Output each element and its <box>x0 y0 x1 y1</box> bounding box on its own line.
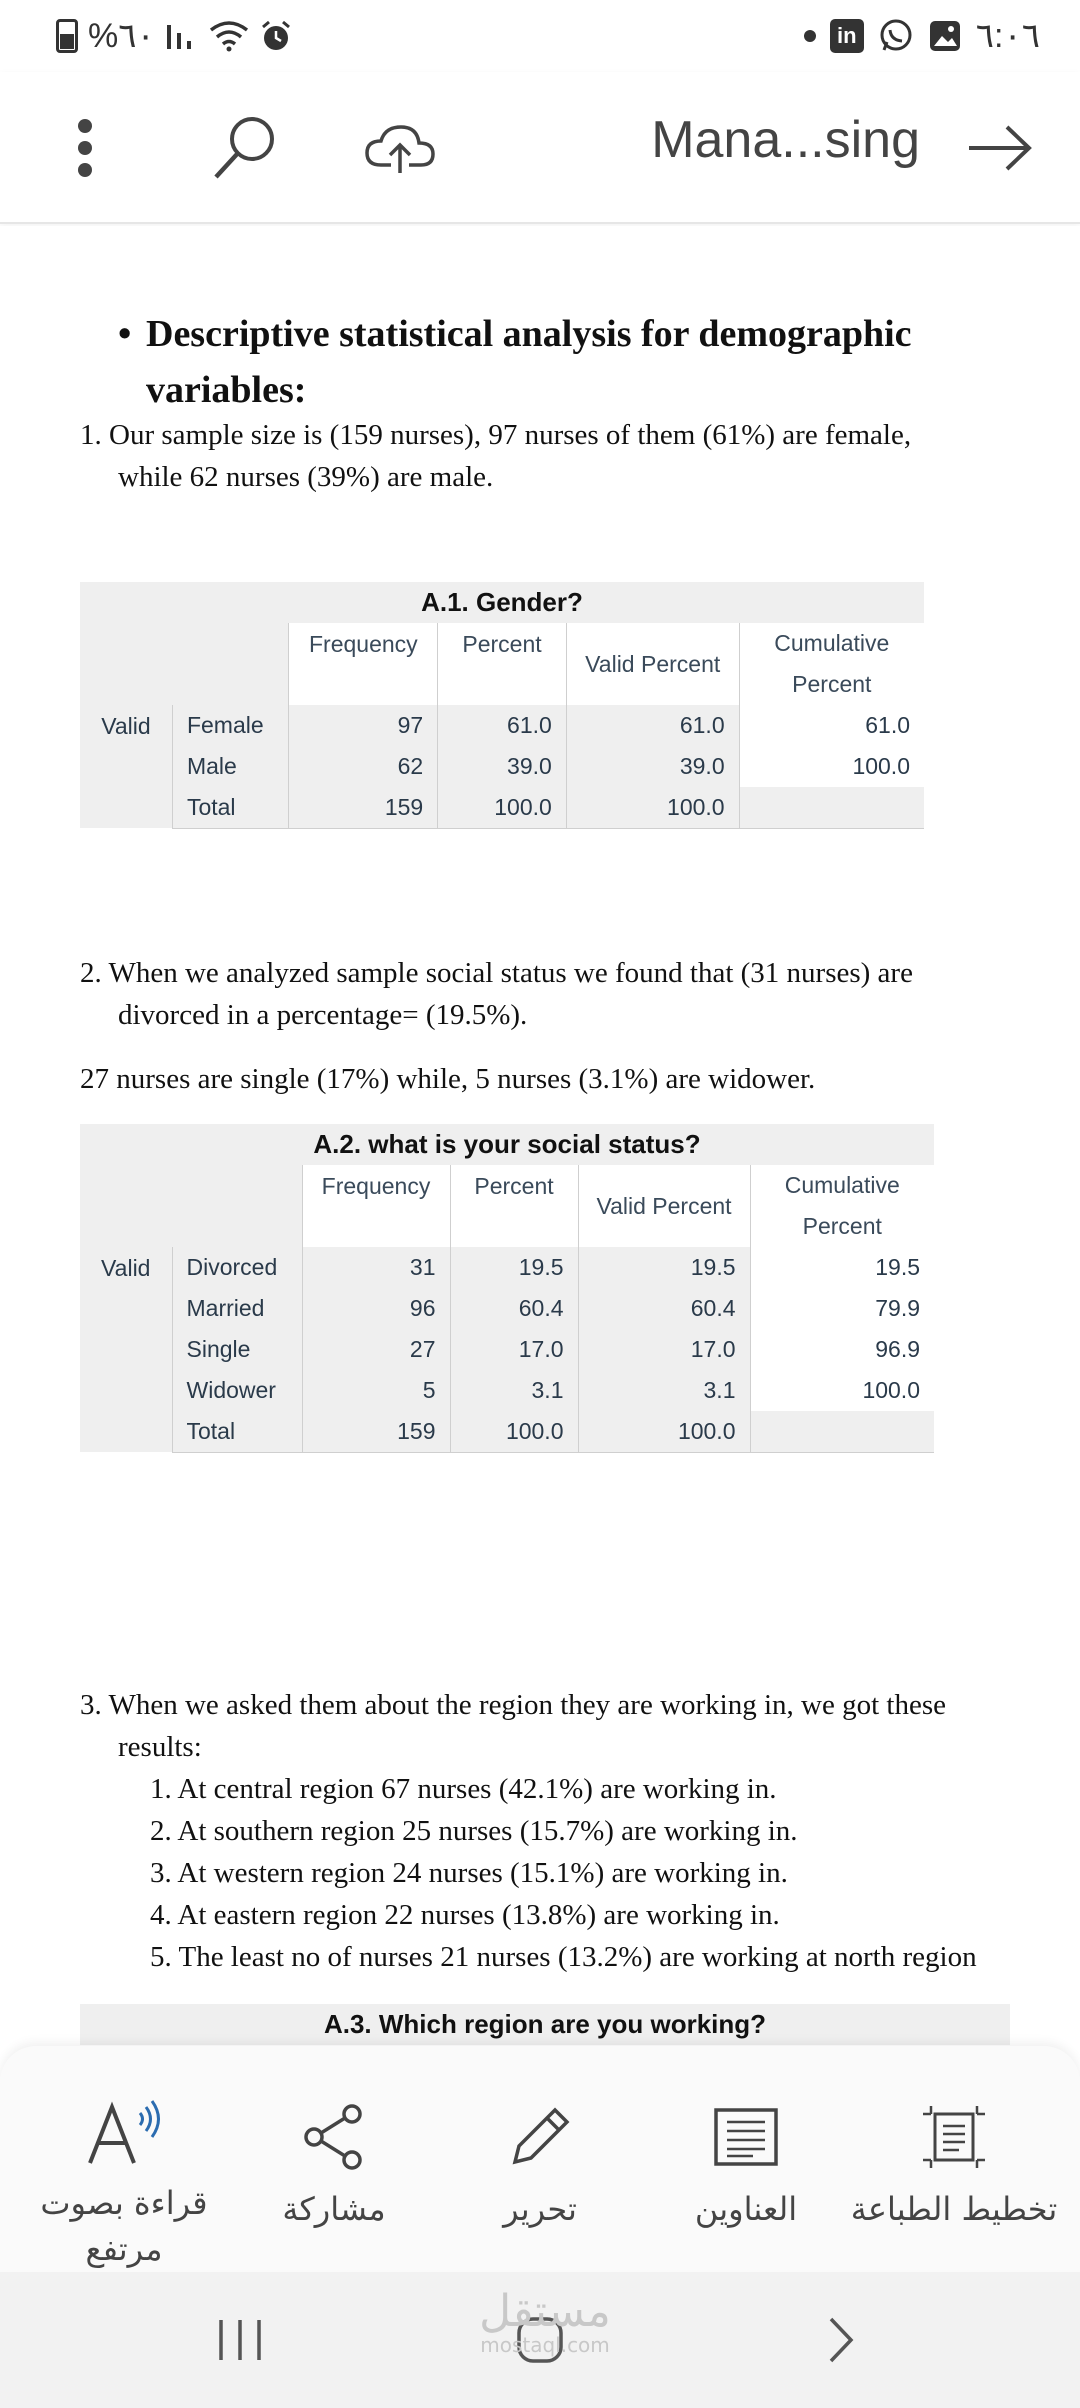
cell: 5 <box>302 1370 450 1411</box>
watermark-url: mostaql.com <box>480 2333 610 2357</box>
paragraph-region: 3. When we asked them about the region they are working in, we got these results: <box>80 1689 946 1763</box>
wifi-icon <box>209 20 249 52</box>
row-label: Widower <box>172 1370 302 1411</box>
cell: 100.0 <box>450 1411 578 1452</box>
row-label: Total <box>172 787 289 828</box>
recents-icon <box>215 2318 265 2362</box>
bottom-toolbar <box>0 2046 1080 2272</box>
watermark-logo: مستقل <box>479 2286 611 2337</box>
search-button[interactable] <box>200 72 290 224</box>
table-row <box>80 1247 934 1288</box>
table-title-row <box>80 582 924 623</box>
region-list-item: 1. At central region 67 nurses (42.1%) are working in. <box>150 1773 777 1805</box>
region-list-item: 4. At eastern region 22 nurses (13.8%) are working in. <box>150 1899 780 1931</box>
cloud-upload-button[interactable] <box>355 72 445 224</box>
battery-percent: %٦٠ <box>88 17 155 55</box>
alarm-icon <box>259 19 293 53</box>
table-header-row <box>80 623 924 705</box>
cell: 19.5 <box>578 1247 750 1288</box>
read-aloud-button[interactable] <box>16 2046 232 2272</box>
status-left <box>56 16 293 56</box>
table-title-row <box>80 2004 1010 2045</box>
recents-button[interactable] <box>180 2272 300 2408</box>
search-icon <box>210 113 280 183</box>
cell: 159 <box>289 787 438 828</box>
paragraph-sample-size: 1. Our sample size is (159 nurses), 97 nurses of them (61%) are female, while 62 nurses (39%) are male. <box>80 419 912 493</box>
cell: 31 <box>302 1247 450 1288</box>
edit-button[interactable] <box>432 2046 648 2272</box>
col-header: Valid Percent <box>566 623 739 705</box>
signal-icon <box>165 21 199 51</box>
table-title: A.1. Gender? <box>80 582 924 623</box>
gallery-icon <box>928 19 962 53</box>
notification-dot-icon <box>804 30 816 42</box>
watermark <box>470 2286 620 2357</box>
row-label: Total <box>172 1411 302 1452</box>
share-icon <box>302 2104 366 2170</box>
read-aloud-label: قراءة بصوت مرتفع <box>40 2184 208 2268</box>
table-row <box>80 787 924 828</box>
col-header: Cumulative Percent <box>739 623 924 705</box>
headings-button[interactable] <box>638 2046 854 2272</box>
cell: 96.9 <box>750 1329 934 1370</box>
print-layout-label: تخطيط الطباعة <box>850 2190 1058 2228</box>
cell: 17.0 <box>578 1329 750 1370</box>
arrow-right-icon <box>965 123 1035 173</box>
whatsapp-icon <box>878 18 914 54</box>
cell: 61.0 <box>438 705 567 746</box>
cell <box>739 787 924 828</box>
headings-label: العناوين <box>694 2190 798 2228</box>
table-row <box>80 1288 934 1329</box>
table-row <box>80 1370 934 1411</box>
pencil-icon <box>507 2104 573 2170</box>
row-group-label: Valid <box>80 705 172 828</box>
gender-table <box>80 582 924 829</box>
share-button[interactable] <box>226 2046 442 2272</box>
headings-icon <box>713 2107 779 2167</box>
cell: 60.4 <box>450 1288 578 1329</box>
cell: 27 <box>302 1329 450 1370</box>
social-status-table <box>80 1124 934 1453</box>
app-bar <box>0 72 1080 224</box>
cell: 97 <box>289 705 438 746</box>
read-aloud-icon <box>84 2099 164 2169</box>
print-layout-button[interactable] <box>846 2046 1062 2272</box>
clock: ٦:٠٦ <box>975 17 1040 55</box>
region-list-item: 2. At southern region 25 nurses (15.7%) are working in. <box>150 1815 798 1847</box>
cell: 79.9 <box>750 1288 934 1329</box>
share-label: مشاركة <box>282 2190 386 2228</box>
table-header-row <box>80 1165 934 1247</box>
print-layout-icon <box>919 2104 989 2170</box>
cell: 100.0 <box>750 1370 934 1411</box>
table-row <box>80 705 924 746</box>
document-title: Mana...sing <box>651 111 920 169</box>
edit-label: تحرير <box>503 2190 577 2228</box>
table-title: A.2. what is your social status? <box>80 1124 934 1165</box>
cell: 100.0 <box>566 787 739 828</box>
linkedin-icon: in <box>830 19 864 53</box>
cell <box>750 1411 934 1452</box>
cell: 3.1 <box>578 1370 750 1411</box>
cell: 3.1 <box>450 1370 578 1411</box>
section-heading <box>118 306 1018 418</box>
cell: 159 <box>302 1411 450 1452</box>
row-label: Single <box>172 1329 302 1370</box>
region-table <box>80 2004 1010 2045</box>
row-group-label: Valid <box>80 1247 172 1452</box>
cell: 96 <box>302 1288 450 1329</box>
region-list-item: 3. At western region 24 nurses (15.1%) are working in. <box>150 1857 788 1889</box>
cell: 60.4 <box>578 1288 750 1329</box>
cell: 100.0 <box>578 1411 750 1452</box>
battery-icon <box>56 19 78 53</box>
col-header: Frequency <box>289 623 438 705</box>
row-label: Married <box>172 1288 302 1329</box>
row-label: Female <box>172 705 289 746</box>
cell: 61.0 <box>566 705 739 746</box>
table-row <box>80 746 924 787</box>
document-view[interactable] <box>0 226 1080 2046</box>
heading-text: Descriptive statistical analysis for demographic variables: <box>146 313 912 411</box>
more-options-button[interactable] <box>40 72 130 224</box>
cloud-upload-icon <box>363 121 437 175</box>
cell: 39.0 <box>566 746 739 787</box>
row-label: Divorced <box>172 1247 302 1288</box>
cell: 100.0 <box>438 787 567 828</box>
more-vertical-icon <box>75 118 95 178</box>
col-header: Percent <box>450 1165 578 1247</box>
chevron-right-icon <box>825 2315 855 2365</box>
col-header: Frequency <box>302 1165 450 1247</box>
cell: 17.0 <box>450 1329 578 1370</box>
system-nav-bar <box>0 2272 1080 2408</box>
status-bar <box>0 0 1080 72</box>
heading-bullet: • <box>118 313 132 355</box>
cell: 100.0 <box>739 746 924 787</box>
table-row <box>80 1411 934 1452</box>
col-header: Cumulative Percent <box>750 1165 934 1247</box>
cell: 39.0 <box>438 746 567 787</box>
back-button[interactable] <box>940 72 1060 224</box>
col-header: Valid Percent <box>578 1165 750 1247</box>
col-header: Percent <box>438 623 567 705</box>
row-label: Male <box>172 746 289 787</box>
paragraph-social-status: 2. When we analyzed sample social status we found that (31 nurses) are divorced in a percentage= (19.5%). <box>80 957 913 1031</box>
paragraph-single-widower: 27 nurses are single (17%) while, 5 nurses (3.1%) are widower. <box>80 1063 816 1095</box>
table-row <box>80 1329 934 1370</box>
cell: 62 <box>289 746 438 787</box>
cell: 19.5 <box>750 1247 934 1288</box>
cell: 19.5 <box>450 1247 578 1288</box>
table-title-row <box>80 1124 934 1165</box>
status-right <box>804 16 1040 56</box>
back-nav-button[interactable] <box>780 2272 900 2408</box>
region-list-item: 5. The least no of nurses 21 nurses (13.2%) are working at north region <box>150 1941 977 1973</box>
table-title: A.3. Which region are you working? <box>80 2004 1010 2045</box>
cell: 61.0 <box>739 705 924 746</box>
